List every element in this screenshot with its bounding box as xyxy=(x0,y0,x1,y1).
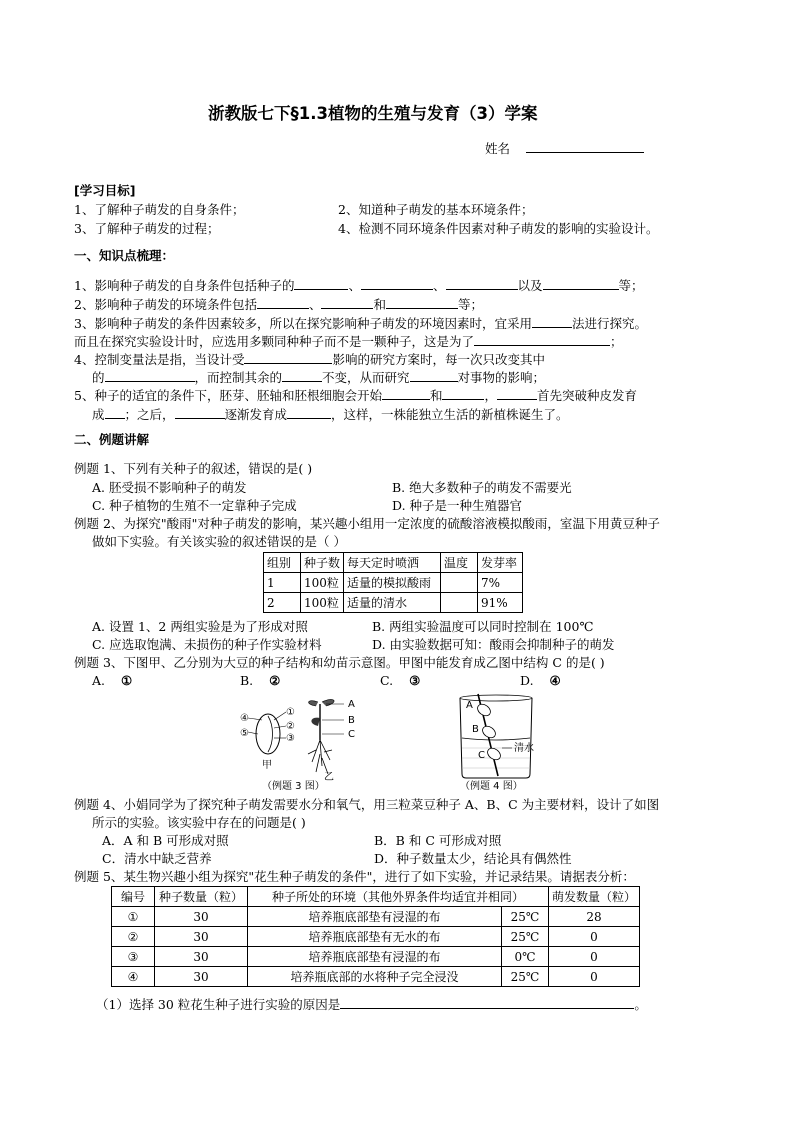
answer-blank[interactable] xyxy=(474,333,610,346)
q2-sep: 、 xyxy=(308,297,322,312)
label-c: C xyxy=(348,729,355,740)
seed-structure-figure xyxy=(238,688,378,792)
table-header-row xyxy=(264,553,523,573)
table-header-row xyxy=(112,887,640,907)
q1-text: 以及 xyxy=(517,278,543,293)
objectives-heading: [学习目标] xyxy=(74,183,136,198)
label-yi: 乙 xyxy=(324,772,334,783)
table-cell: 培养瓶底部的水将种子完全浸没 xyxy=(248,967,502,987)
label-water: 清水 xyxy=(514,743,534,754)
roots xyxy=(308,740,332,774)
page-title: 浙教版七下§1.3植物的生殖与发育（3）学案 xyxy=(208,104,538,123)
question-3-cont xyxy=(74,333,623,349)
label-4: ④ xyxy=(240,713,249,724)
answer-blank[interactable] xyxy=(497,387,537,400)
choice-d[interactable]: D. 由实验数据可知：酸雨会抑制种子的萌发 xyxy=(372,637,615,652)
table-cell: 1 xyxy=(264,573,301,593)
water-surface xyxy=(462,738,530,740)
table-cell: ① xyxy=(112,907,155,927)
answer-blank[interactable] xyxy=(382,387,430,400)
table-cell: 25℃ xyxy=(501,967,548,987)
table-row xyxy=(264,593,523,613)
choice-value: ④ xyxy=(549,673,561,688)
question-5 xyxy=(74,387,637,403)
q2-text: 等； xyxy=(458,297,484,312)
q2-text: 和 xyxy=(373,297,386,312)
table-cell: 培养瓶底部垫有浸湿的布 xyxy=(248,907,502,927)
answer-blank[interactable] xyxy=(386,296,458,309)
seed-a xyxy=(475,702,492,718)
choice-b[interactable]: B．B 和 C 可形成对照 xyxy=(374,833,502,848)
choice-c[interactable] xyxy=(380,673,420,688)
table-cell: 培养瓶底部垫有浸湿的布 xyxy=(248,947,502,967)
label-c: C xyxy=(478,750,485,761)
table-cell: 2 xyxy=(264,593,301,613)
q5-text: 和 xyxy=(429,388,443,403)
answer-blank[interactable] xyxy=(175,406,225,419)
answer-blank[interactable] xyxy=(410,369,458,382)
table-cell: 发芽率 xyxy=(478,553,523,573)
objective-item: 3、了解种子萌发的过程； xyxy=(74,221,220,236)
answer-blank[interactable] xyxy=(532,315,572,328)
section2-heading: 二、例题讲解 xyxy=(74,432,150,447)
seed-c xyxy=(485,746,502,762)
table-cell: 100粒 xyxy=(301,593,344,613)
example-2-table xyxy=(263,552,523,613)
table-cell: 种子数 xyxy=(301,553,344,573)
label-a: A xyxy=(348,699,355,710)
question-5-cont xyxy=(92,406,569,422)
table-cell: 30 xyxy=(155,947,248,967)
table-cell: ③ xyxy=(112,947,155,967)
label-5: ⑤ xyxy=(240,728,249,739)
question-4 xyxy=(74,351,545,367)
name-label: 姓名 xyxy=(485,141,511,156)
choice-a[interactable]: A. 设置 1、2 两组实验是为了形成对照 xyxy=(92,619,308,634)
choice-value: ③ xyxy=(409,673,421,688)
question-3 xyxy=(74,315,647,331)
table-cell: 种子数量（粒） xyxy=(155,887,248,907)
table-cell: 30 xyxy=(155,927,248,947)
objective-item: 4、检测不同环境条件因素对种子萌发的影响的实验设计。 xyxy=(338,221,659,236)
q-text: 。 xyxy=(634,997,647,1012)
table-cell: 组别 xyxy=(264,553,301,573)
choice-c[interactable]: C. 种子植物的生殖不一定靠种子完成 xyxy=(92,498,297,513)
table-cell: ② xyxy=(112,927,155,947)
example-2-stem: 例题 2、为探究"酸雨"对种子萌发的影响，某兴趣小组用一定浓度的硫酸溶液模拟酸雨，室温下用黄豆种子 xyxy=(74,516,660,531)
q3-text: 法进行探究。 xyxy=(571,316,647,331)
example-1-stem: 例题 1、下列有关种子的叙述，错误的是( ) xyxy=(74,461,313,476)
table-cell: 91% xyxy=(478,593,523,613)
name-input[interactable] xyxy=(526,140,644,153)
q1-sep: 、 xyxy=(348,278,361,293)
section1-heading: 一、知识点梳理： xyxy=(74,248,175,263)
choice-letter: C. xyxy=(380,673,394,688)
table-row xyxy=(264,573,523,593)
answer-blank[interactable] xyxy=(361,277,433,290)
answer-blank[interactable] xyxy=(294,277,348,290)
table-cell: 100粒 xyxy=(301,573,344,593)
answer-blank[interactable] xyxy=(257,296,309,309)
q4-text: 的 xyxy=(92,370,105,385)
table-cell: 30 xyxy=(155,967,248,987)
choice-a[interactable] xyxy=(92,673,132,688)
objective-item: 1、了解种子萌发的自身条件； xyxy=(74,202,245,217)
answer-blank[interactable] xyxy=(282,369,322,382)
example-4-stem: 例题 4、小娟同学为了探究种子萌发需要水分和氧气，用三粒菜豆种子 A、B、C 为主要材料，设计了如图 xyxy=(74,797,660,812)
q4-text: ，而控制其余的 xyxy=(194,370,283,385)
table-cell: 0 xyxy=(548,927,639,947)
answer-blank[interactable] xyxy=(321,296,373,309)
beaker-figure xyxy=(448,688,558,792)
table-cell: 0 xyxy=(548,967,639,987)
question-4-cont xyxy=(92,369,545,385)
q1-sep: 、 xyxy=(432,278,446,293)
example-5-table xyxy=(111,886,640,987)
answer-blank[interactable] xyxy=(340,996,634,1009)
example-2-stem-cont: 做如下实验。有关该实验的叙述错误的是（ ） xyxy=(92,534,346,549)
label-3: ③ xyxy=(286,733,295,744)
choice-b[interactable]: B. 绝大多数种子的萌发不需要光 xyxy=(392,480,572,495)
question-2 xyxy=(74,296,483,312)
q5-text: ；之后， xyxy=(124,407,175,422)
table-cell: 适量的模拟酸雨 xyxy=(344,573,441,593)
q5-text: 成 xyxy=(92,407,105,422)
choice-a[interactable]: A. 胚受损不影响种子的萌发 xyxy=(92,480,247,495)
answer-blank[interactable] xyxy=(244,351,332,364)
table-cell xyxy=(441,593,478,613)
seed-embryo xyxy=(268,716,273,752)
q-text: （1）选择 30 粒花生种子进行实验的原因是 xyxy=(96,997,341,1012)
table-row xyxy=(112,907,640,927)
answer-blank[interactable] xyxy=(105,406,125,419)
q3-text: 而且在探究实验设计时，应选用多颗同种种子而不是一颗种子，这是为了 xyxy=(74,334,475,349)
q1-text: 1、影响种子萌发的自身条件包括种子的 xyxy=(74,278,295,293)
choice-b[interactable] xyxy=(240,673,280,688)
choice-value: ② xyxy=(269,673,281,688)
table-cell: 温度 xyxy=(441,553,478,573)
table-cell: 0 xyxy=(548,947,639,967)
seed-outline xyxy=(256,714,280,754)
label-b: B xyxy=(348,715,355,726)
table-cell: 7% xyxy=(478,573,523,593)
pointer-line xyxy=(274,726,286,728)
q4-text: 不变，从而研究 xyxy=(322,370,410,385)
choice-a[interactable]: A．A 和 B 可形成对照 xyxy=(102,833,229,848)
q5-text: 逐渐发育成 xyxy=(224,407,288,422)
question-1 xyxy=(74,277,644,293)
table-cell: 萌发数量（粒） xyxy=(548,887,639,907)
name-field xyxy=(485,140,644,156)
example-5-stem: 例题 5、某生物兴趣小组为探究"花生种子萌发的条件"，进行了如下实验，并记录结果。请据表分析： xyxy=(74,869,635,884)
figure-3-caption: （例题 3 图） xyxy=(262,781,325,792)
table-cell: 28 xyxy=(548,907,639,927)
table-cell: 25℃ xyxy=(501,927,548,947)
table-row xyxy=(112,967,640,987)
table-cell: 每天定时喷洒 xyxy=(344,553,441,573)
choice-d[interactable] xyxy=(520,673,561,688)
q3-text: ； xyxy=(610,334,623,349)
table-cell: 适量的清水 xyxy=(344,593,441,613)
example-4-stem-cont: 所示的实验。该实验中存在的问题是( ) xyxy=(92,815,306,830)
choice-c[interactable]: C．清水中缺乏营养 xyxy=(102,851,212,866)
q5-text: 5、种子的适宜的条件下，胚芽、胚轴和胚根细胞会开始 xyxy=(74,388,382,403)
answer-blank[interactable] xyxy=(442,387,484,400)
answer-blank[interactable] xyxy=(287,406,331,419)
table-cell: 种子所处的环境（其他外界条件均适宜并相同） xyxy=(248,887,549,907)
choice-b[interactable]: B. 两组实验温度可以同时控制在 100℃ xyxy=(372,619,594,634)
table-cell: 25℃ xyxy=(501,907,548,927)
table-cell: ④ xyxy=(112,967,155,987)
answer-blank[interactable] xyxy=(446,277,518,290)
table-cell: 30 xyxy=(155,907,248,927)
objective-item: 2、知道种子萌发的基本环境条件； xyxy=(338,202,534,217)
cotyledon xyxy=(311,718,320,726)
q5-text: ，这样，一株能独立生活的新植株诞生了。 xyxy=(331,407,569,422)
table-row xyxy=(112,927,640,947)
q2-text: 2、影响种子萌发的环境条件包括 xyxy=(74,297,257,312)
q4-text: 对事物的影响； xyxy=(457,370,546,385)
label-a: A xyxy=(466,700,473,711)
label-b: B xyxy=(472,724,479,735)
choice-value: ① xyxy=(121,673,133,688)
example-5-question-1 xyxy=(96,996,647,1012)
table-cell: 培养瓶底部垫有无水的布 xyxy=(248,927,502,947)
label-2: ② xyxy=(286,721,295,732)
table-cell: 0℃ xyxy=(501,947,548,967)
choice-letter: A. xyxy=(92,673,106,688)
choice-d[interactable]: D．种子数量太少，结论具有偶然性 xyxy=(374,851,572,866)
example-3-stem: 例题 3、下图甲、乙分别为大豆的种子结构和幼苗示意图。甲图中能发育成乙图中结构 C 的是( ) xyxy=(74,655,605,670)
table-cell xyxy=(441,573,478,593)
table-row xyxy=(112,947,640,967)
q1-text: 等； xyxy=(618,278,644,293)
answer-blank[interactable] xyxy=(543,277,619,290)
q4-text: 影响的研究方案时，每一次只改变其中 xyxy=(332,352,545,367)
pointer-line xyxy=(274,712,286,720)
q5-text: 首先突破种皮发育 xyxy=(537,388,638,403)
leaf-left xyxy=(309,701,318,706)
choice-letter: B. xyxy=(240,673,254,688)
q5-text: ， xyxy=(484,388,497,403)
q3-text: 3、影响种子萌发的条件因素较多，所以在探究影响种子萌发的环境因素时，宜采用 xyxy=(74,316,532,331)
seed-b xyxy=(480,724,497,740)
label-1: ① xyxy=(286,707,295,718)
figure-4-caption: （例题 4 图） xyxy=(460,781,523,792)
q4-text: 4、控制变量法是指，当设计受 xyxy=(74,352,245,367)
choice-c[interactable]: C. 应选取饱满、未损伤的种子作实验材料 xyxy=(92,637,322,652)
answer-blank[interactable] xyxy=(105,369,195,382)
choice-letter: D. xyxy=(520,673,534,688)
table-cell: 编号 xyxy=(112,887,155,907)
label-jia: 甲 xyxy=(262,760,272,771)
leaf-right xyxy=(322,699,334,706)
choice-d[interactable]: D. 种子是一种生殖器官 xyxy=(392,498,523,513)
